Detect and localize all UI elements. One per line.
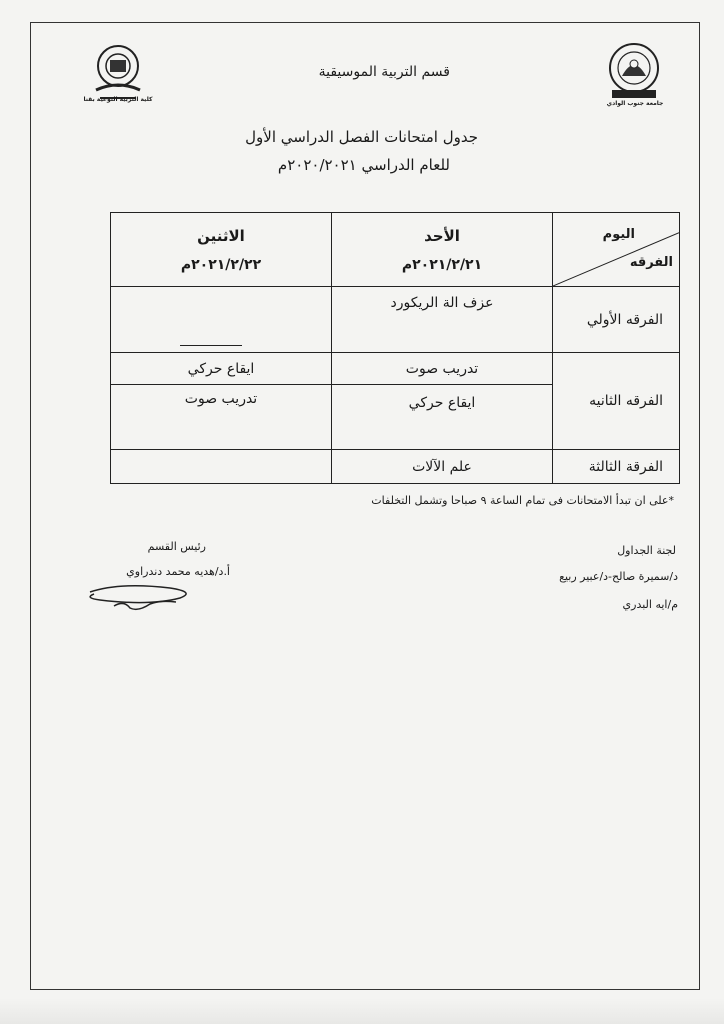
- day-header-sunday: [332, 213, 553, 287]
- table-row: [111, 287, 680, 353]
- exam-subcell: تدريب صوت: [184, 391, 258, 407]
- department-name: قسم التربية الموسيقية: [318, 64, 450, 80]
- corner-day-label: اليوم: [602, 227, 635, 242]
- exam-cell-empty: [111, 450, 332, 484]
- faculty-logo-caption: كلية التربية النوعية بقنا: [83, 96, 153, 103]
- exam-cell-split: [332, 353, 553, 450]
- day-date: ٢٠٢١/٢/٢١م: [401, 256, 483, 273]
- day-header-monday: [111, 213, 332, 287]
- year-label: الفرقه الثانيه: [553, 353, 680, 450]
- committee-member: م/ايه البدري: [622, 598, 678, 611]
- exam-subcell: ايقاع حركي: [111, 353, 331, 385]
- corner-year-label: الفرقه: [629, 255, 673, 270]
- exam-cell: عزف الة الريكورد: [332, 287, 553, 353]
- day-name: الأحد: [424, 226, 460, 245]
- table-header-row: [111, 213, 680, 287]
- exam-schedule-table: [110, 212, 680, 484]
- diagonal-line: [553, 213, 679, 286]
- university-logo-caption: جامعة جنوب الوادي: [606, 100, 664, 107]
- scan-edge: [0, 998, 724, 1024]
- exam-subcell: ايقاع حركي: [408, 395, 476, 411]
- dash-mark: [180, 345, 242, 346]
- exam-cell-empty: [111, 287, 332, 353]
- day-date: ٢٠٢١/٢/٢٢م: [180, 256, 262, 273]
- corner-cell: [553, 213, 680, 287]
- department-head-name: أ.د/هديه محمد دندراوي: [126, 565, 230, 578]
- academic-year: للعام الدراسي ٢٠٢٠/٢٠٢١م: [277, 156, 450, 174]
- table-row: [111, 353, 680, 450]
- day-name: الاثنين: [197, 226, 245, 245]
- committee-title: لجنة الجداول: [617, 544, 676, 557]
- committee-members: د/سميرة صالح-د/عبير ربيع: [559, 570, 678, 583]
- table-row: [111, 450, 680, 484]
- signature-icon: [80, 578, 200, 614]
- university-logo-icon: [600, 40, 668, 102]
- year-label: الفرقه الأولي: [553, 287, 680, 353]
- exam-cell-split: [111, 353, 332, 450]
- year-label: الفرقة الثالثة: [553, 450, 680, 484]
- exam-subcell: تدريب صوت: [332, 353, 552, 385]
- exam-note: *على ان تبدأ الامتحانات فى تمام الساعة ٩ صباحا وتشمل التخلفات: [371, 494, 674, 507]
- exam-cell: علم الآلات: [332, 450, 553, 484]
- department-head-title: رئيس القسم: [147, 540, 206, 553]
- schedule-title: جدول امتحانات الفصل الدراسي الأول: [245, 128, 478, 146]
